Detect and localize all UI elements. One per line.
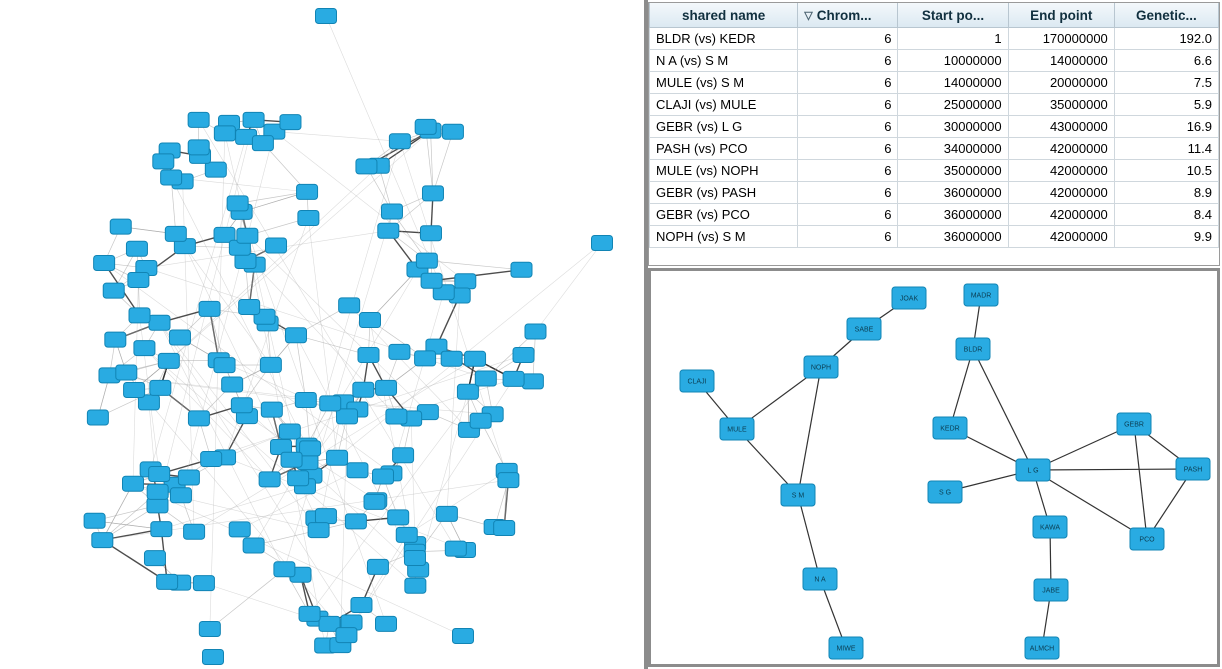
network-node[interactable] [396,527,417,542]
association-table[interactable] [649,3,1219,248]
network-node[interactable] [87,410,108,425]
cell-shared-name: N A (vs) S M [650,50,798,72]
cell-chromosome: 6 [798,94,898,116]
network-node-label: PASH [1183,466,1203,474]
network-node[interactable] [124,383,145,398]
network-node[interactable] [188,140,209,155]
network-edge [433,132,453,194]
table-row[interactable] [650,182,1219,204]
network-node[interactable] [1176,458,1210,480]
table-row[interactable] [650,72,1219,94]
network-node[interactable] [455,274,476,289]
cell-genetic: 7.5 [1114,72,1218,94]
network-node[interactable] [393,448,414,463]
network-node[interactable] [92,533,113,548]
network-node[interactable] [188,112,209,127]
network-node[interactable] [165,226,186,241]
network-node[interactable] [260,357,281,372]
cell-shared-name: BLDR (vs) KEDR [650,28,798,50]
network-node[interactable] [592,236,613,251]
column-header-shared-name-label: shared name [681,7,766,23]
network-node[interactable] [829,637,863,659]
network-node[interactable] [337,409,358,424]
network-node-label: PCO [1139,536,1155,544]
network-node[interactable] [847,318,881,340]
network-node-label: N A [814,576,826,584]
cell-end-point: 42000000 [1008,160,1114,182]
network-node[interactable] [367,559,388,574]
network-node[interactable] [280,115,301,130]
cell-chromosome: 6 [798,72,898,94]
network-node[interactable] [503,371,524,386]
network-node[interactable] [356,159,377,174]
network-edge [274,132,400,142]
network-node[interactable] [150,380,171,395]
cell-end-point: 43000000 [1008,116,1114,138]
network-node[interactable] [297,184,318,199]
table-row[interactable] [650,138,1219,160]
network-node[interactable] [205,162,226,177]
network-node[interactable] [498,473,519,488]
network-node-label: L G [1027,467,1039,475]
cell-shared-name: GEBR (vs) L G [650,116,798,138]
network-edge [242,405,418,569]
cell-start-point: 36000000 [898,182,1008,204]
network-node[interactable] [442,124,463,139]
column-header-shared-name[interactable] [650,3,798,28]
cell-end-point: 42000000 [1008,226,1114,248]
network-node-label: ALMCH [1029,645,1055,653]
cell-chromosome: 6 [798,182,898,204]
network-node[interactable] [134,341,155,356]
network-node[interactable] [494,521,515,536]
network-node[interactable] [201,452,222,467]
network-node[interactable] [470,413,491,428]
network-node[interactable] [261,402,282,417]
network-node[interactable] [243,538,264,553]
cell-end-point: 42000000 [1008,204,1114,226]
network-node-label: JOAK [899,295,919,303]
network-node[interactable] [199,621,220,636]
network-node[interactable] [300,441,321,456]
cell-shared-name: MULE (vs) S M [650,72,798,94]
network-node[interactable] [243,112,264,127]
network-node[interactable] [1033,516,1067,538]
network-node[interactable] [239,299,260,314]
network-node[interactable] [299,606,320,621]
network-node[interactable] [804,356,838,378]
network-node[interactable] [147,498,168,513]
network-node[interactable] [149,315,170,330]
network-node[interactable] [359,313,380,328]
network-edge [102,484,133,540]
network-node-label: MADR [970,292,992,300]
network-node-label: NOPH [810,364,832,372]
network-node[interactable] [153,154,174,169]
network-node[interactable] [420,226,441,241]
network-node[interactable] [184,524,205,539]
network-node[interactable] [158,353,179,368]
network-node[interactable] [415,119,436,134]
network-node-label: KAWA [1039,524,1061,532]
cell-chromosome: 6 [798,138,898,160]
network-node[interactable] [388,510,409,525]
network-node[interactable] [84,513,105,528]
network-node[interactable] [157,574,178,589]
cell-chromosome: 6 [798,116,898,138]
network-edge [973,349,1033,470]
network-node[interactable] [149,467,170,482]
network-edge [326,16,444,292]
network-node[interactable] [457,384,478,399]
network-edge [400,141,508,480]
table-row[interactable] [650,50,1219,72]
network-node-label: KEDR [940,425,960,433]
network-node[interactable] [193,576,214,591]
cell-shared-name: PASH (vs) PCO [650,138,798,160]
network-edge [104,263,391,473]
network-node[interactable] [214,126,235,141]
network-node[interactable] [964,284,998,306]
network-node[interactable] [110,219,131,234]
network-node[interactable] [513,347,534,362]
network-node[interactable] [336,628,357,643]
network-node[interactable] [170,488,191,503]
network-node[interactable] [389,134,410,149]
network-node[interactable] [511,262,532,277]
filter-icon[interactable]: ▽ [804,10,813,23]
cell-start-point: 36000000 [898,204,1008,226]
column-header-chromosome[interactable] [798,3,898,28]
network-node[interactable] [415,351,436,366]
network-node[interactable] [1034,579,1068,601]
network-node[interactable] [416,253,437,268]
network-edge [427,261,522,270]
cell-end-point: 35000000 [1008,94,1114,116]
cell-shared-name: MULE (vs) NOPH [650,160,798,182]
network-node[interactable] [252,136,273,151]
network-node[interactable] [231,398,252,413]
network-edge [411,418,415,544]
cell-end-point: 20000000 [1008,72,1114,94]
network-edge [308,218,337,458]
network-node-label: S G [938,489,952,497]
cell-shared-name: GEBR (vs) PASH [650,182,798,204]
cell-genetic: 6.6 [1114,50,1218,72]
network-edge [798,495,820,579]
table-row[interactable] [650,116,1219,138]
network-node-label: BLDR [963,346,983,354]
network-node[interactable] [345,514,366,529]
cell-start-point: 1 [898,28,1008,50]
detail-network-panel[interactable] [648,268,1220,667]
network-node[interactable] [386,409,407,424]
cell-genetic: 16.9 [1114,116,1218,138]
network-edge [447,296,460,514]
table-row[interactable] [650,160,1219,182]
association-table-panel[interactable] [648,2,1220,266]
network-node[interactable] [316,9,337,24]
network-node[interactable] [378,223,399,238]
cell-end-point: 170000000 [1008,28,1114,50]
network-node[interactable] [347,463,368,478]
network-node[interactable] [956,338,990,360]
cell-chromosome: 6 [798,226,898,248]
network-node[interactable] [128,272,149,287]
network-node[interactable] [928,481,962,503]
network-node[interactable] [281,452,302,467]
column-header-start-point-label: Start po... [921,7,985,23]
network-node[interactable] [199,301,220,316]
cell-start-point: 14000000 [898,72,1008,94]
network-node[interactable] [279,424,300,439]
cell-genetic: 9.9 [1114,226,1218,248]
column-header-genetic[interactable] [1114,3,1218,28]
cell-start-point: 25000000 [898,94,1008,116]
network-node[interactable] [161,170,182,185]
network-node[interactable] [308,523,329,538]
network-node[interactable] [364,494,385,509]
network-node[interactable] [144,551,165,566]
network-node[interactable] [298,211,319,226]
network-node[interactable] [680,370,714,392]
network-node[interactable] [465,351,486,366]
network-node[interactable] [94,255,115,270]
network-node-label: MIWE [836,645,856,653]
network-node[interactable] [105,332,126,347]
network-node[interactable] [327,450,348,465]
network-node[interactable] [214,358,235,373]
network-node-label: CLAJI [687,378,707,386]
cell-chromosome: 6 [798,50,898,72]
network-node[interactable] [1025,637,1059,659]
cell-genetic: 5.9 [1114,94,1218,116]
cell-start-point: 36000000 [898,226,1008,248]
network-node[interactable] [422,186,443,201]
network-edge [535,243,602,332]
network-node-label: GEBR [1124,421,1144,429]
network-node[interactable] [315,509,336,524]
cell-shared-name: NOPH (vs) S M [650,226,798,248]
cell-end-point: 42000000 [1008,182,1114,204]
network-node[interactable] [169,330,190,345]
cell-start-point: 10000000 [898,50,1008,72]
network-edge [210,569,285,629]
network-node[interactable] [376,380,397,395]
cell-shared-name: GEBR (vs) PCO [650,204,798,226]
network-node-label: S M [791,492,805,500]
network-node[interactable] [475,371,496,386]
network-node[interactable] [445,541,466,556]
cell-end-point: 14000000 [1008,50,1114,72]
network-node[interactable] [151,522,172,537]
network-edge [1134,424,1147,539]
network-node[interactable] [266,238,287,253]
cell-genetic: 10.5 [1114,160,1218,182]
network-edge [950,349,973,428]
cell-genetic: 8.4 [1114,204,1218,226]
network-node[interactable] [103,283,124,298]
network-node-label: MULE [727,426,747,434]
network-node[interactable] [147,484,168,499]
network-node[interactable] [358,348,379,363]
network-node[interactable] [421,273,442,288]
network-node-label: JABE [1042,587,1060,595]
network-node[interactable] [285,328,306,343]
network-node[interactable] [892,287,926,309]
network-node[interactable] [441,351,462,366]
cell-chromosome: 6 [798,204,898,226]
cell-start-point: 35000000 [898,160,1008,182]
network-node[interactable] [237,228,258,243]
network-node[interactable] [259,472,280,487]
table-row[interactable] [650,204,1219,226]
network-node[interactable] [126,241,147,256]
cell-start-point: 30000000 [898,116,1008,138]
network-edge [798,367,821,495]
network-node[interactable] [781,484,815,506]
network-node[interactable] [372,469,393,484]
table-row[interactable] [650,94,1219,116]
network-node[interactable] [227,196,248,211]
detail-network-canvas[interactable] [651,271,1217,664]
cell-chromosome: 6 [798,160,898,182]
network-node[interactable] [522,374,543,389]
network-node-label: SABE [854,326,874,334]
cell-chromosome: 6 [798,28,898,50]
network-node[interactable] [525,324,546,339]
network-node[interactable] [288,471,309,486]
network-node[interactable] [222,377,243,392]
network-node[interactable] [381,204,402,219]
table-header-row [650,3,1219,28]
network-node[interactable] [122,476,143,491]
table-body[interactable] [650,28,1219,248]
network-node[interactable] [1130,528,1164,550]
network-node[interactable] [178,470,199,485]
network-node[interactable] [339,298,360,313]
network-node[interactable] [389,344,410,359]
column-header-end-point[interactable] [1008,3,1114,28]
network-node[interactable] [453,629,474,644]
table-row[interactable] [650,226,1219,248]
network-node[interactable] [376,616,397,631]
network-node[interactable] [720,418,754,440]
network-node[interactable] [274,562,295,577]
network-node[interactable] [188,411,209,426]
network-edge [432,270,522,281]
network-node[interactable] [129,308,150,323]
network-node[interactable] [203,650,224,665]
table-row[interactable] [650,28,1219,50]
network-edge [1033,469,1193,470]
network-node[interactable] [436,506,457,521]
cell-start-point: 34000000 [898,138,1008,160]
network-node[interactable] [320,396,341,411]
network-node[interactable] [803,568,837,590]
network-node[interactable] [116,365,137,380]
cell-genetic: 192.0 [1114,28,1218,50]
column-header-chromosome-label: Chrom... [816,7,872,23]
column-header-genetic-label: Genetic... [1136,7,1197,23]
cell-genetic: 8.9 [1114,182,1218,204]
network-node[interactable] [295,392,316,407]
network-node[interactable] [933,417,967,439]
network-node[interactable] [405,578,426,593]
column-header-end-point-label: End point [1030,7,1093,23]
network-node[interactable] [351,598,372,613]
network-node[interactable] [353,382,374,397]
cell-end-point: 42000000 [1008,138,1114,160]
network-node[interactable] [1117,413,1151,435]
network-node[interactable] [404,551,425,566]
network-node[interactable] [1016,459,1050,481]
network-edge [169,166,379,361]
network-node[interactable] [229,522,250,537]
cell-shared-name: CLAJI (vs) MULE [650,94,798,116]
column-header-start-point[interactable] [898,3,1008,28]
cell-genetic: 11.4 [1114,138,1218,160]
